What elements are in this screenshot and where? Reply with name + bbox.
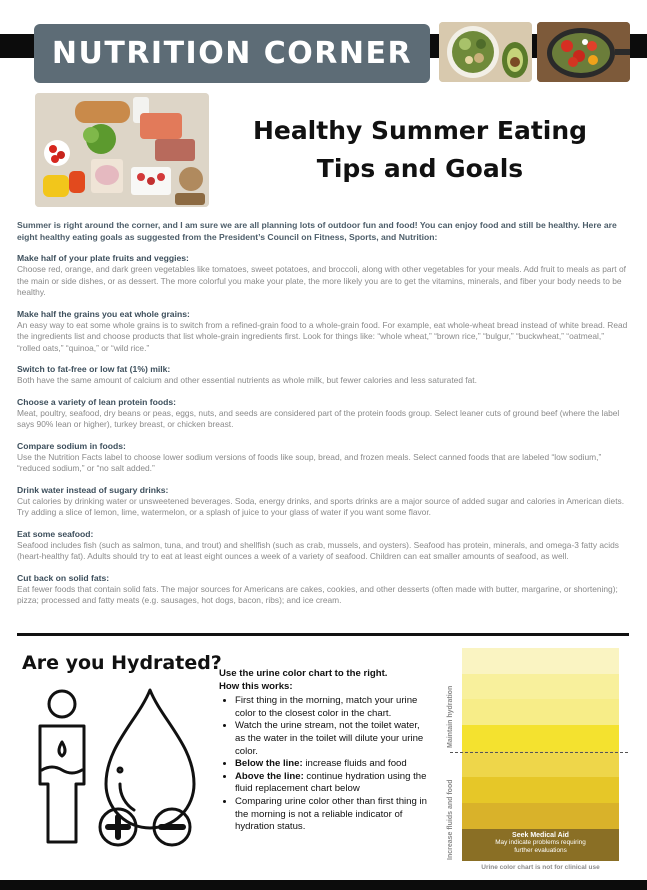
seek-medical-aid-line2: further evaluations <box>514 847 567 854</box>
increase-fluids-label: Increase fluids and food <box>447 779 454 860</box>
section-body: Cut calories by drinking water or unsweetened beverages. Soda, energy drinks, and sports drinks are a major source of added sugar and calories in American diets. Try adding a slice of lemon, lime, watermelon, or a splash of juice to your glass of water if you want some flavor. <box>17 495 625 517</box>
urine-color-swatch <box>462 725 619 751</box>
urine-color-swatch <box>462 751 619 777</box>
main-title <box>215 112 625 188</box>
list-item: • Watch the urine stream, not the toilet water, as the water in the toilet will dilute your urine color. <box>235 720 431 758</box>
main-title-line1: Healthy Summer Eating <box>252 116 588 145</box>
section-body: Both have the same amount of calcium and other essential nutrients as whole milk, but fewer calories and less saturated fat. <box>17 375 477 385</box>
section-body: An easy way to eat some whole grains is to switch from a refined-grain food to a whole-grain food. For example, eat whole-wheat bread instead of white bread. Read the ingredients list and choose products that list whole-grain ingredients first. Look for things like: “whole wheat,” “brown rice,” “bulgur,” “buckwheat,” “oatmeal,” “rolled oats,” “quinoa,” or “wild rice.” <box>17 319 628 353</box>
banner-title: NUTRITION CORNER <box>51 36 413 71</box>
article-content <box>17 219 629 617</box>
seek-medical-aid-box <box>462 829 619 861</box>
urine-color-swatch <box>462 699 619 725</box>
below-line-text: increase fluids and food <box>302 758 407 770</box>
urine-color-swatch <box>462 648 619 674</box>
list-item: • Comparing urine color other than first thing in the morning is not a reliable indicator of hydration status. <box>235 796 431 834</box>
section-body: Eat fewer foods that contain solid fats. The major sources for Americans are cakes, cookies, and other desserts (often made with butter, margarine, or shortening); pizza; processed and fatty meats (e.g. sausages, hot dogs, bacon, ribs); and ice cream. <box>17 583 618 605</box>
section-divider <box>17 633 629 636</box>
section-low-fat-milk <box>17 364 629 387</box>
healthy-groceries-image <box>35 93 209 207</box>
section-water <box>17 485 629 519</box>
bottom-black-band <box>0 880 647 890</box>
section-whole-grains <box>17 309 629 355</box>
tomato-pan-photo <box>537 22 630 82</box>
person-head-icon <box>49 691 75 717</box>
section-heading: Make half the grains you eat whole grains: <box>17 308 190 319</box>
hydration-instructions <box>219 668 431 834</box>
chart-footnote: Urine color chart is not for clinical use <box>481 864 600 871</box>
list-item <box>235 758 431 771</box>
section-fruits-veggies <box>17 253 629 299</box>
above-line-label: Above the line: <box>235 770 304 782</box>
section-body: Choose red, orange, and dark green vegetables like tomatoes, sweet potatoes, and broccoli, along with other vegetables for your meals. Add fruit to meals as part of the main or side dishes, or as dessert. The more colorful you make your plate, the more likely you are to get the vitamins, minerals, and fiber your body needs to be healthy. <box>17 264 626 297</box>
section-heading: Eat some seafood: <box>17 528 94 539</box>
urine-color-swatch <box>462 673 619 699</box>
list-item: • First thing in the morning, match your urine color to the closest color in the chart. <box>235 695 431 720</box>
below-line-label: Below the line: <box>235 758 303 770</box>
water-drop-icon <box>106 690 194 828</box>
section-lean-protein <box>17 397 629 431</box>
urine-color-swatch <box>462 803 619 829</box>
main-title-line2: Tips and Goals <box>316 154 524 183</box>
healthy-groceries-photo <box>35 93 209 207</box>
section-solid-fats <box>17 573 629 607</box>
section-body: Seafood includes fish (such as salmon, tuna, and trout) and shellfish (such as crab, mussels, and oysters). Seafood has protein, minerals, and omega-3 fatty acids (heart-healthy fat). Adults should try to eat at least eight ounces a week of a variety of seafood. Children can eat smaller amounts of seafood, as well. <box>17 539 619 561</box>
section-body: Meat, poultry, seafood, dry beans or peas, eggs, nuts, and seeds are considered part of the protein foods group. Select leaner cuts of ground beef (where the label says 90% lean or higher), turkey breast, or chicken breast. <box>17 407 620 429</box>
seek-medical-aid-line1: May indicate problems requiring <box>495 839 586 846</box>
section-heading: Switch to fat-free or low fat (1%) milk: <box>17 364 171 374</box>
tomato-pan-image <box>537 22 630 82</box>
above-line-text: continue hydration using the fluid replacement chart below <box>235 770 427 795</box>
section-body: Use the Nutrition Facts label to choose lower sodium versions of foods like soup, bread, and frozen meals. Select canned foods that are labeled “low sodium,” “reduced sodium,” or “no salt added.” <box>17 451 602 473</box>
section-heading: Choose a variety of lean protein foods: <box>17 396 177 407</box>
section-heading: Make half of your plate fruits and veggies: <box>17 253 189 263</box>
maintain-hydration-label: Maintain hydration <box>447 685 454 748</box>
section-heading: Compare sodium in foods: <box>17 440 126 451</box>
intro-paragraph: Summer is right around the corner, and I am sure we are all planning lots of outdoor fun and food! You can enjoy food and still be healthy. Here are eight healthy eating goals as suggested from the President’s Council on Fitness, Sports, and Nutrition: <box>17 220 617 242</box>
section-heading: Drink water instead of sugary drinks: <box>17 484 169 495</box>
section-seafood <box>17 529 629 563</box>
hydration-intro-line2: How this works: <box>219 680 293 692</box>
hydration-illustration <box>20 680 210 855</box>
hydration-title: Are you Hydrated? <box>22 652 222 674</box>
seek-medical-aid-title: Seek Medical Aid <box>512 832 569 839</box>
list-item <box>235 771 431 796</box>
hydration-intro-line1: Use the urine color chart to the right. <box>219 668 388 679</box>
section-sodium <box>17 441 629 475</box>
urine-color-chart <box>445 648 623 878</box>
hydration-steps-list <box>219 695 431 834</box>
salad-bowl-image <box>439 22 532 82</box>
hydration-threshold-line <box>450 752 628 753</box>
urine-color-swatch <box>462 777 619 803</box>
nutrition-corner-banner <box>34 24 430 83</box>
salad-bowl-photo <box>439 22 532 82</box>
section-heading: Cut back on solid fats: <box>17 572 110 583</box>
